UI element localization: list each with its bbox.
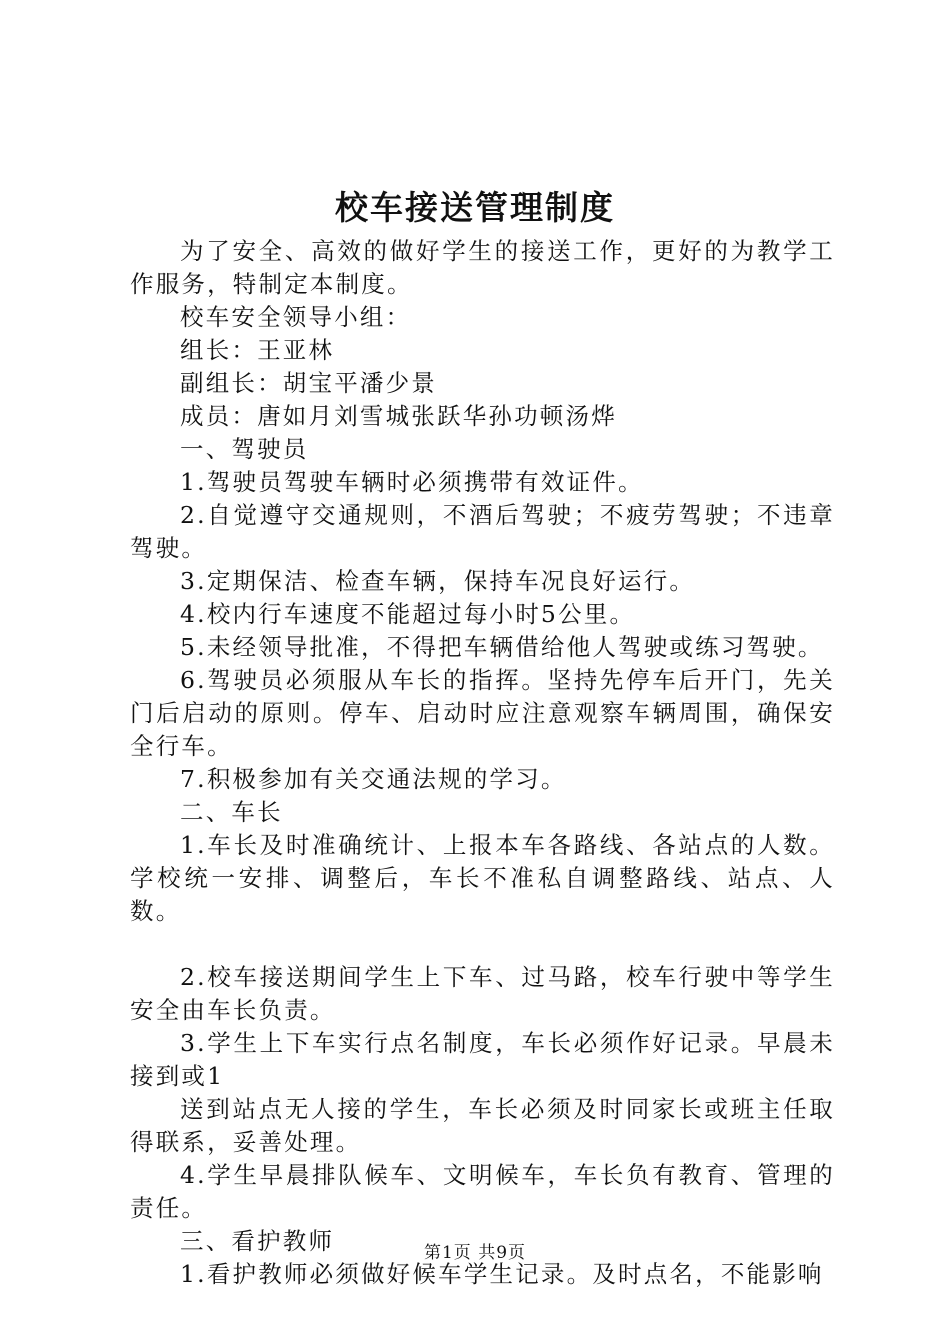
blank-line <box>130 928 835 961</box>
paragraph-intro: 为了安全、高效的做好学生的接送工作，更好的为教学工作服务，特制定本制度。 <box>130 237 835 298</box>
paragraph-captain-rule: 1.车长及时准确统计、上报本车各路线、各站点的人数。学校统一安排、调整后，车长不准私自调整路线、站点、人数。 <box>130 831 835 925</box>
section-heading-driver: 一、驾驶员 <box>180 435 309 463</box>
paragraph-driver-rule: 7.积极参加有关交通法规的学习。 <box>180 765 567 793</box>
paragraph-leadership-group: 校车安全领导小组： <box>180 303 412 331</box>
document-title: 校车接送管理制度 <box>335 188 615 227</box>
paragraph-captain-rule: 4.学生早晨排队候车、文明候车，车长负有教育、管理的责任。 <box>130 1161 835 1222</box>
document-body <box>130 235 835 1291</box>
paragraph-members: 成员：唐如月刘雪城张跃华孙功顿汤烨 <box>180 402 617 430</box>
page-footer: 第1页 共9页 <box>423 1243 527 1263</box>
paragraph-driver-rule: 2.自觉遵守交通规则，不酒后驾驶；不疲劳驾驶；不违章驾驶。 <box>130 501 835 562</box>
section-heading-bus-captain: 二、车长 <box>180 798 283 826</box>
section-heading-supervising-teacher: 三、看护教师 <box>180 1227 335 1255</box>
paragraph-driver-rule: 1.驾驶员驾驶车辆时必须携带有效证件。 <box>180 468 644 496</box>
paragraph-captain-rule-continued: 送到站点无人接的学生，车长必须及时同家长或班主任取得联系，妥善处理。 <box>130 1095 835 1156</box>
paragraph-driver-rule: 6.驾驶员必须服从车长的指挥。坚持先停车后开门，先关门后启动的原则。停车、启动时应注意观察车辆周围，确保安全行车。 <box>130 666 835 760</box>
paragraph-driver-rule: 4.校内行车速度不能超过每小时5公里。 <box>180 600 636 628</box>
paragraph-deputy-leader: 副组长：胡宝平潘少景 <box>180 369 437 397</box>
paragraph-captain-rule: 2.校车接送期间学生上下车、过马路，校车行驶中等学生安全由车长负责。 <box>130 963 835 1024</box>
paragraph-teacher-rule: 1.看护教师必须做好候车学生记录。及时点名，不能影响 <box>180 1260 824 1288</box>
paragraph-leader: 组长：王亚林 <box>180 336 335 364</box>
paragraph-driver-rule: 3.定期保洁、检查车辆，保持车况良好运行。 <box>180 567 696 595</box>
paragraph-captain-rule: 3.学生上下车实行点名制度，车长必须作好记录。早晨未接到或1 <box>130 1029 835 1090</box>
paragraph-driver-rule: 5.未经领导批准，不得把车辆借给他人驾驶或练习驾驶。 <box>180 633 824 661</box>
